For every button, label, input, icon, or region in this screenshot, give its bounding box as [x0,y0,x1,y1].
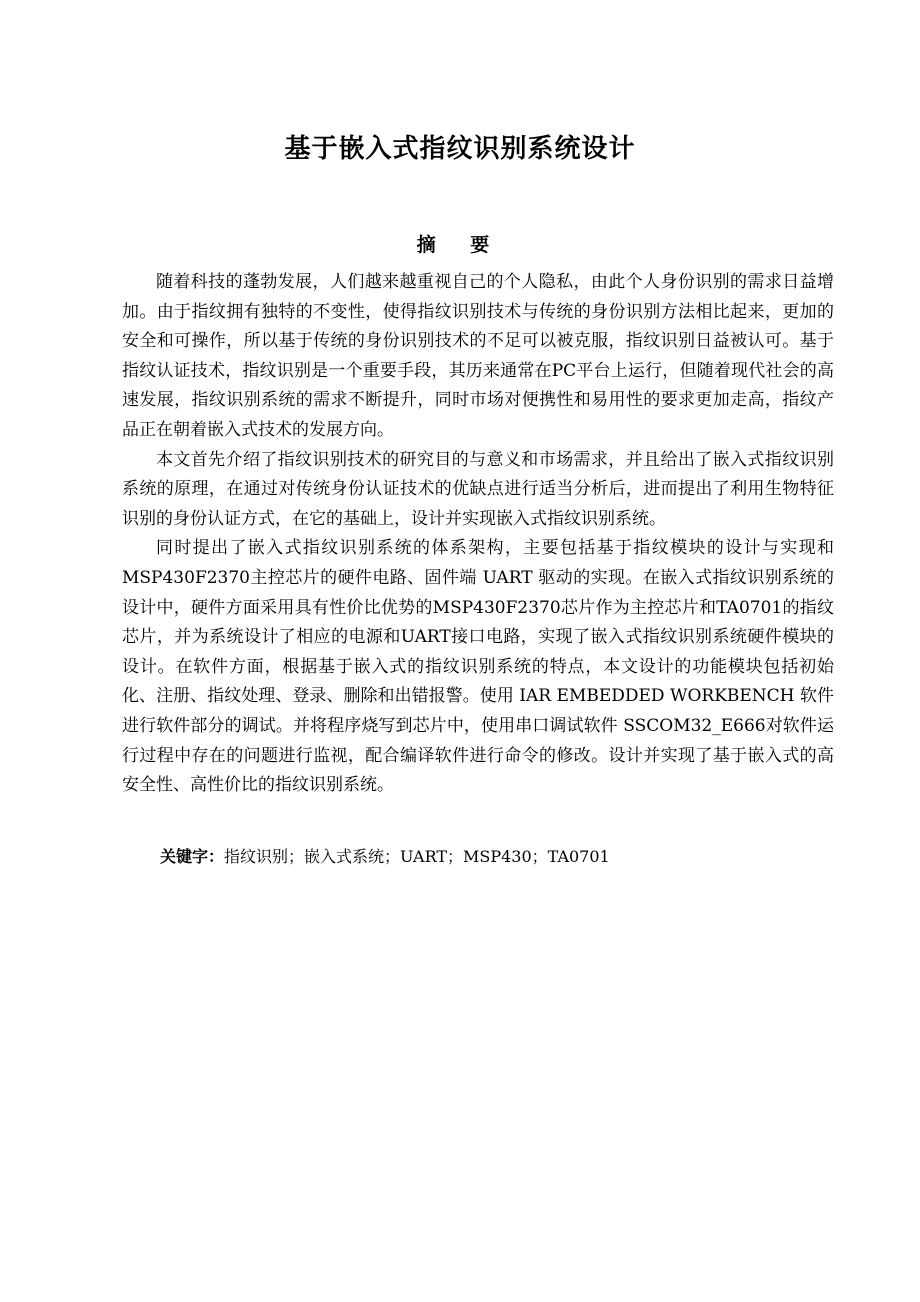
keywords-line [160,844,840,870]
abstract-paragraph-2: 本文首先介绍了指纹识别技术的研究目的与意义和市场需求，并且给出了嵌入式指纹识别系统的原理，在通过对传统身份认证技术的优缺点进行适当分析后，进而提出了利用生物特征识别的身份认证方式，在它的基础上，设计并实现嵌入式指纹识别系统。 [122,449,834,529]
abstract-heading: 摘 要 [416,234,504,256]
keywords-label: 关键字： [160,847,225,866]
abstract-paragraph-1: 随着科技的蓬勃发展，人们越来越重视自己的个人隐私，由此个人身份识别的需求日益增加。由于指纹拥有独特的不变性，使得指纹识别技术与传统的身份识别方法相比起来，更加的安全和可操作，所以基于传统的身份识别技术的不足可以被克服，指纹识别日益被认可。基于指纹认证技术，指纹识别是一个重要手段，其历来通常在PC平台上运行，但随着现代社会的高速发展，指纹识别系统的需求不断提升，同时市场对便携性和易用性的要求更加走高，指纹产品正在朝着嵌入式技术的发展方向。 [122,272,834,440]
document-title: 基于嵌入式指纹识别系统设计 [284,134,636,164]
keywords-value: 指纹识别；嵌入式系统；UART；MSP430；TA0701 [224,847,610,866]
abstract-paragraph-3: 同时提出了嵌入式指纹识别系统的体系架构，主要包括基于指纹模块的设计与实现和MSP430F2370主控芯片的硬件电路、固件端 UART 驱动的实现。在嵌入式指纹识别系统的设计中，硬件方面采用具有性价比优势的MSP430F2370芯片作为主控芯片和TA0701的指纹芯片，并为系统设计了相应的电源和UART接口电路，实现了嵌入式指纹识别系统硬件模块的设计。在软件方面，根据基于嵌入式的指纹识别系统的特点，本文设计的功能模块包括初始化、注册、指纹处理、登录、删除和出错报警。使用 IAR EMBEDDED WORKBENCH 软件进行软件部分的调试。并将程序烧写到芯片中，使用串口调试软件 SSCOM32_E666对软件运行过程中存在的问题进行监视，配合编译软件进行命令的修改。设计并实现了基于嵌入式的高安全性、高性价比的指纹识别系统。 [122,538,834,796]
abstract-body [122,268,834,801]
